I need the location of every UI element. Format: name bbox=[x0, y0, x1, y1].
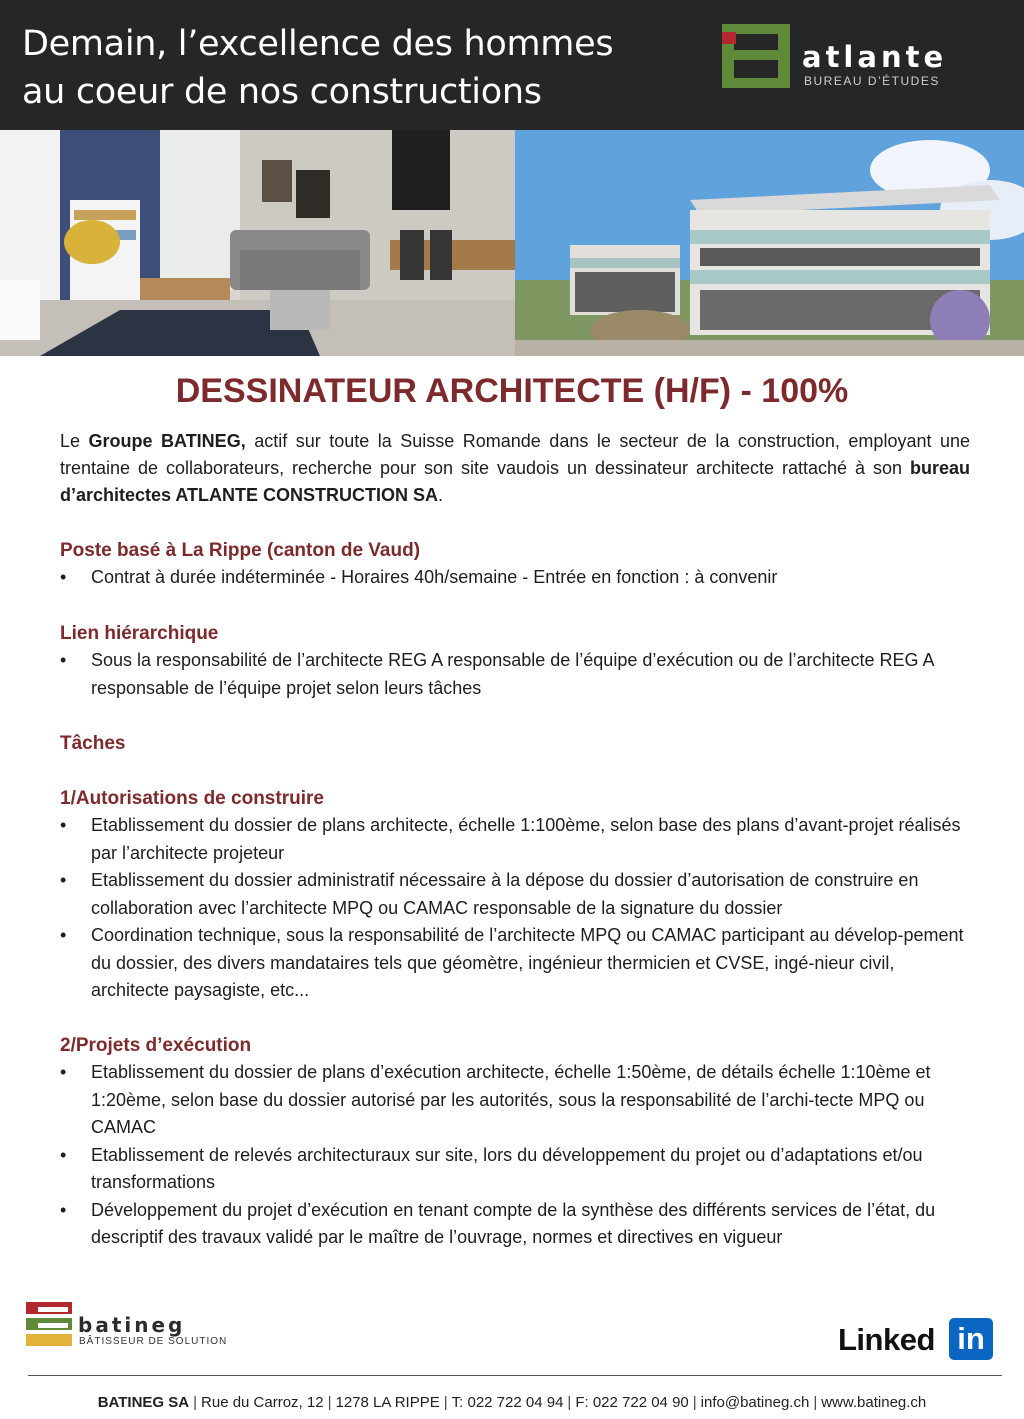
list-item: • Sous la responsabilité de l’architecte REG A responsable de l’équipe d’exécution ou de l’architecte REG A responsable de l’équipe projet selon leurs tâches bbox=[60, 647, 970, 702]
intro-company-name: Groupe BATINEG, bbox=[88, 431, 246, 451]
list-item: • Etablissement du dossier de plans architecte, échelle 1:100ème, selon base des plans d’avant-projet réalisés par l’architecte projeteur bbox=[60, 812, 970, 867]
header-banner bbox=[0, 0, 1024, 130]
section-heading-execution: 2/Projets d’exécution bbox=[60, 1035, 252, 1056]
section-heading-taches: Tâches bbox=[60, 733, 126, 754]
intro-office-name: bureau d’architectes ATLANTE CONSTRUCTION SA bbox=[60, 458, 970, 505]
list-item: • Coordination technique, sous la responsabilité de l’architecte MPQ ou CAMAC participant au dévelop-pement du dossier, des divers mandataires tels que géomètre, ingénieur thermicien et CVSE, ingé-nieur civil, architecte paysagiste, etc... bbox=[60, 922, 970, 1005]
footer-city: 1278 LA RIPPE bbox=[335, 1394, 440, 1411]
intro-paragraph bbox=[60, 428, 970, 509]
footer-company: BATINEG SA bbox=[97, 1394, 190, 1411]
list-item: • Contrat à durée indéterminée - Horaires 40h/semaine - Entrée en fonction : à convenir bbox=[60, 564, 970, 592]
batineg-logo[interactable] bbox=[26, 1302, 256, 1350]
tagline bbox=[22, 20, 613, 116]
linkedin-word: Linked bbox=[838, 1322, 935, 1357]
section-taches bbox=[60, 730, 970, 757]
bullet-list-autorisations bbox=[60, 812, 970, 1005]
linkedin-logo[interactable] bbox=[838, 1318, 998, 1362]
list-item: • Développement du projet d’exécution en tenant compte de la synthèse des différents services de l’état, du descriptif des travaux validé par le maître de l’ouvrage, normes et directives en vigueur bbox=[60, 1197, 970, 1252]
batineg-logo-subtitle: BÂTISSEUR DE SOLUTION bbox=[79, 1336, 228, 1347]
bullet-list-execution bbox=[60, 1059, 970, 1252]
intro-text-3: . bbox=[438, 485, 444, 505]
atlante-logo-name: atlante bbox=[802, 40, 948, 74]
footer-address: Rue du Carroz, 12 bbox=[201, 1394, 324, 1411]
section-heading-poste: Poste basé à La Rippe (canton de Vaud) bbox=[60, 540, 421, 561]
list-item: • Etablissement de relevés architecturaux sur site, lors du développement du projet ou d’adaptations et/ou transformations bbox=[60, 1142, 970, 1197]
list-item: • Etablissement du dossier administratif nécessaire à la dépose du dossier d’autorisation de construire en collaboration avec l’architecte MPQ ou CAMAC responsable de la signature du dossier bbox=[60, 867, 970, 922]
footer-phone: T: 022 722 04 94 bbox=[451, 1394, 564, 1411]
interior-living-room-image bbox=[0, 130, 515, 356]
footer-contact: BATINEG SA | Rue du Carroz, 12 | 1278 LA RIPPE | T: 022 722 04 94 | F: 022 722 04 90 | info@batineg.ch | www.batineg.ch bbox=[97, 1394, 927, 1411]
atlante-logo bbox=[722, 24, 972, 90]
section-heading-lien: Lien hiérarchique bbox=[60, 623, 219, 644]
section-heading-autorisations: 1/Autorisations de construire bbox=[60, 788, 324, 809]
tagline-line-2: au coeur de nos constructions bbox=[22, 72, 542, 112]
building-exterior-image bbox=[515, 130, 1024, 356]
batineg-logo-name: batineg bbox=[78, 1313, 186, 1337]
atlante-logo-subtitle: BUREAU D’ÉTUDES bbox=[804, 74, 940, 88]
bullet-list-poste bbox=[60, 564, 970, 592]
hero-images bbox=[0, 130, 1024, 356]
intro-text-2: actif sur toute la Suisse Romande dans le secteur de la construction, employant une trentaine de collaborateurs, recherche pour son site vaudois un dessinateur architecte rattaché à son bbox=[60, 431, 970, 478]
section-lien-hierarchique bbox=[60, 620, 970, 702]
tagline-line-1: Demain, l’excellence des hommes bbox=[22, 24, 614, 64]
section-poste bbox=[60, 537, 970, 592]
section-execution bbox=[60, 1032, 970, 1252]
bullet-list-lien bbox=[60, 647, 970, 702]
atlante-logo-icon bbox=[722, 24, 790, 88]
list-item: • Etablissement du dossier de plans d’exécution architecte, échelle 1:50ème, de détails échelle 1:10ème et 1:20ème, selon base du dossier autorisé par les autorités, sous la responsabilité de l’archi-tecte MPQ ou CAMAC bbox=[60, 1059, 970, 1142]
section-autorisations bbox=[60, 785, 970, 1005]
footer-website-link[interactable]: www.batineg.ch bbox=[821, 1394, 927, 1411]
job-title: DESSINATEUR ARCHITECTE (H/F) - 100% bbox=[175, 372, 849, 410]
footer-divider bbox=[28, 1375, 1002, 1376]
linkedin-icon: in bbox=[949, 1318, 993, 1360]
intro-text-1: Le bbox=[60, 431, 89, 451]
batineg-logo-icon bbox=[26, 1302, 72, 1346]
footer-email-link[interactable]: info@batineg.ch bbox=[700, 1394, 810, 1411]
footer-fax: F: 022 722 04 90 bbox=[575, 1394, 689, 1411]
